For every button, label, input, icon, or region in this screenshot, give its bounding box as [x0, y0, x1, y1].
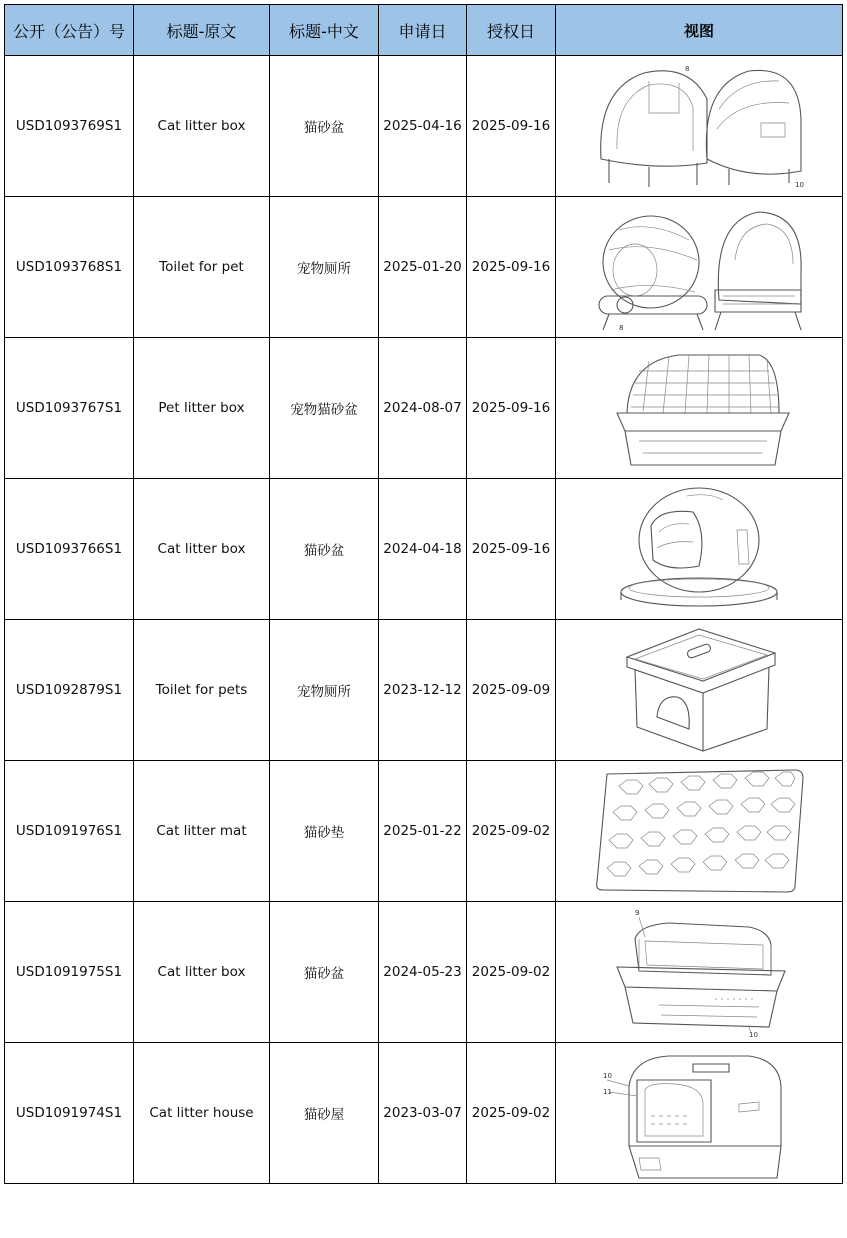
table-row — [5, 479, 843, 620]
title-cn-cell: 猫砂垫 — [270, 761, 379, 902]
title-orig-cell: Toilet for pets — [134, 620, 270, 761]
filing-date-cell: 2024-05-23 — [379, 902, 467, 1043]
title-orig-cell: Cat litter box — [134, 902, 270, 1043]
table-row — [5, 338, 843, 479]
grant-date-cell: 2025-09-02 — [467, 1043, 556, 1184]
title-cn-cell: 宠物厕所 — [270, 620, 379, 761]
svg-text:10: 10 — [603, 1072, 612, 1080]
square-lidded-box-drawing — [599, 623, 799, 757]
view-cell — [556, 479, 843, 620]
title-cn-cell: 猫砂盆 — [270, 479, 379, 620]
grant-date-cell: 2025-09-09 — [467, 620, 556, 761]
svg-text:10: 10 — [795, 181, 804, 189]
title-cn-cell: 宠物猫砂盆 — [270, 338, 379, 479]
view-cell — [556, 1043, 843, 1184]
title-cn-cell: 宠物厕所 — [270, 197, 379, 338]
view-cell — [556, 56, 843, 197]
pub-no-cell: USD1093766S1 — [5, 479, 134, 620]
grant-date-cell: 2025-09-16 — [467, 56, 556, 197]
title-cn-cell: 猫砂盆 — [270, 56, 379, 197]
filing-date-cell: 2025-01-20 — [379, 197, 467, 338]
filing-date-cell: 2025-04-16 — [379, 56, 467, 197]
pub-no-cell: USD1091975S1 — [5, 902, 134, 1043]
svg-text:10: 10 — [749, 1031, 758, 1039]
grant-date-cell: 2025-09-02 — [467, 761, 556, 902]
filing-date-cell: 2025-01-22 — [379, 761, 467, 902]
hexagon-mat-drawing — [589, 764, 809, 898]
sphere-litter-box-drawing — [599, 482, 799, 616]
svg-text:8: 8 — [619, 324, 624, 332]
header-title-cn: 标题-中文 — [270, 5, 379, 56]
pub-no-cell: USD1093769S1 — [5, 56, 134, 197]
header-title-orig: 标题-原文 — [134, 5, 270, 56]
header-grant-date: 授权日 — [467, 5, 556, 56]
pub-no-cell: USD1091976S1 — [5, 761, 134, 902]
hooded-tray-drawing — [599, 341, 799, 475]
filing-date-cell: 2023-03-07 — [379, 1043, 467, 1184]
grant-date-cell: 2025-09-16 — [467, 338, 556, 479]
title-orig-cell: Cat litter mat — [134, 761, 270, 902]
filing-date-cell: 2024-08-07 — [379, 338, 467, 479]
title-cn-cell: 猫砂屋 — [270, 1043, 379, 1184]
table-row — [5, 761, 843, 902]
table-row — [5, 620, 843, 761]
litter-house-drawing — [599, 1046, 799, 1180]
header-row — [5, 5, 843, 56]
pub-no-cell: USD1093767S1 — [5, 338, 134, 479]
view-cell — [556, 761, 843, 902]
title-orig-cell: Cat litter box — [134, 56, 270, 197]
view-cell — [556, 338, 843, 479]
view-cell — [556, 620, 843, 761]
table-row — [5, 902, 843, 1043]
twin-dome-litter-box-drawing — [589, 59, 809, 193]
table-row — [5, 197, 843, 338]
title-orig-cell: Cat litter box — [134, 479, 270, 620]
svg-text:11: 11 — [603, 1088, 612, 1096]
view-cell — [556, 902, 843, 1043]
title-orig-cell: Pet litter box — [134, 338, 270, 479]
table-row — [5, 56, 843, 197]
patent-table — [4, 4, 843, 1184]
svg-text:8: 8 — [685, 65, 690, 73]
title-cn-cell: 猫砂盆 — [270, 902, 379, 1043]
title-orig-cell: Cat litter house — [134, 1043, 270, 1184]
grant-date-cell: 2025-09-16 — [467, 197, 556, 338]
header-pub-no: 公开（公告）号 — [5, 5, 134, 56]
pub-no-cell: USD1092879S1 — [5, 620, 134, 761]
svg-text:9: 9 — [635, 909, 640, 917]
table-row — [5, 1043, 843, 1184]
filing-date-cell: 2024-04-18 — [379, 479, 467, 620]
barrel-pet-toilet-drawing — [589, 200, 809, 334]
pub-no-cell: USD1093768S1 — [5, 197, 134, 338]
view-cell — [556, 197, 843, 338]
pub-no-cell: USD1091974S1 — [5, 1043, 134, 1184]
grant-date-cell: 2025-09-02 — [467, 902, 556, 1043]
header-view: 视图 — [556, 5, 843, 56]
title-orig-cell: Toilet for pet — [134, 197, 270, 338]
filing-date-cell: 2023-12-12 — [379, 620, 467, 761]
open-tray-drawing — [599, 905, 799, 1039]
header-filing-date: 申请日 — [379, 5, 467, 56]
grant-date-cell: 2025-09-16 — [467, 479, 556, 620]
